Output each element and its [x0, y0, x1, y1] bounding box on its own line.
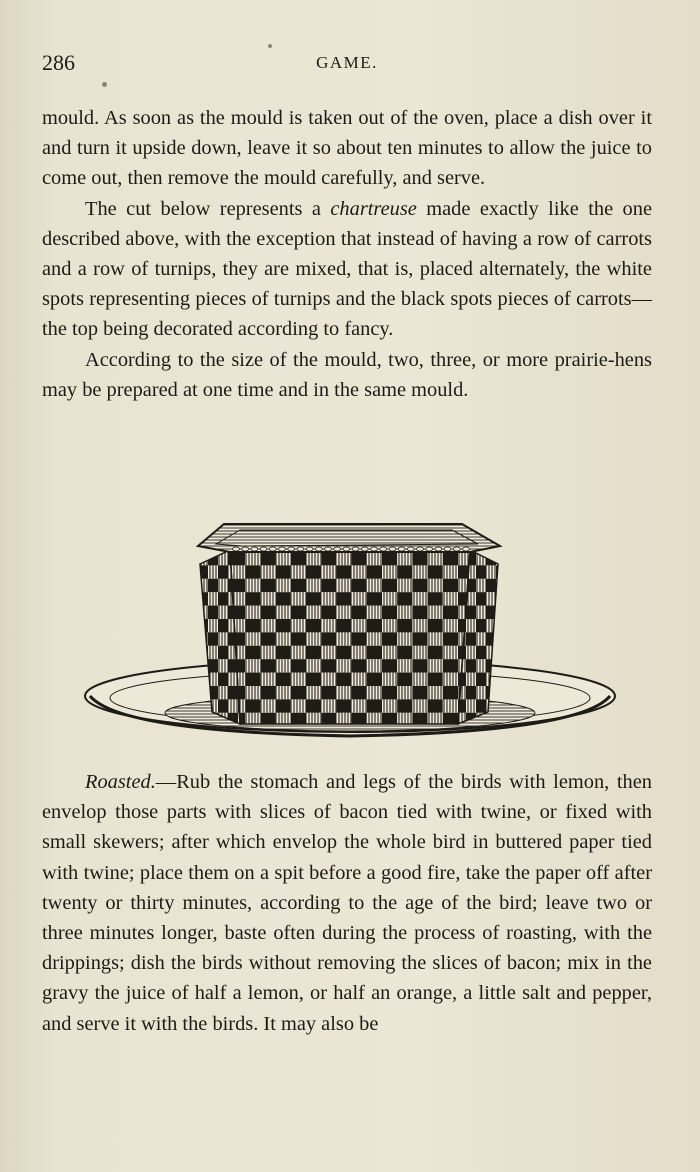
paragraph-text: The cut below represents a — [85, 197, 331, 220]
ink-speck — [102, 82, 107, 87]
emphasis-chartreuse: chartreuse — [330, 197, 417, 220]
page-number: 286 — [42, 50, 75, 75]
page-header — [42, 50, 652, 76]
running-title: GAME. — [316, 53, 378, 72]
roasted-heading: Roasted. — [85, 771, 156, 793]
roasted-text: —Rub the stomach and legs of the birds with lemon, then envelop those parts with slices of bacon tied with twine, or fixed with small skewers; after which envelop the whole bird in buttered paper tied with twine; place them on a spit before a good fire, take the paper off after twenty or thirty minutes, according to the age of the bird; leave two or three minutes longer, baste often during the process of roasting, with the drippings; dish the birds without removing the slices of bacon; mix in the gravy the juice of half a lemon, or half an orange, a little salt and pepper, and serve it with the birds. It may also be — [42, 771, 652, 1035]
paragraph-text: made exactly like the one described above, with the exception that instead of having a row of carrots and a row of turnips, they are mixed, that is, placed alternately, the white spots representing pieces of turnips and the black spots pieces of carrots—the top being decorated according to fancy. — [42, 197, 652, 341]
chartreuse-mould-illustration — [80, 500, 620, 760]
ink-speck — [268, 44, 272, 48]
roasted-section — [42, 767, 652, 1039]
paragraph-continuation: mould. As soon as the mould is taken out of the oven, place a dish over it and turn it upside down, leave it so about ten minutes to allow the juice to come out, then remove the mould carefully, and serve. — [42, 107, 652, 190]
paragraph-mould-size: According to the size of the mould, two, three, or more prairie-hens may be prepared at one time and in the same mould. — [42, 348, 652, 401]
chartreuse-engraving-icon — [80, 500, 620, 760]
paragraph-chartreuse-description — [42, 194, 652, 345]
upper-text — [42, 103, 652, 405]
paragraph-roasted — [42, 767, 652, 1039]
